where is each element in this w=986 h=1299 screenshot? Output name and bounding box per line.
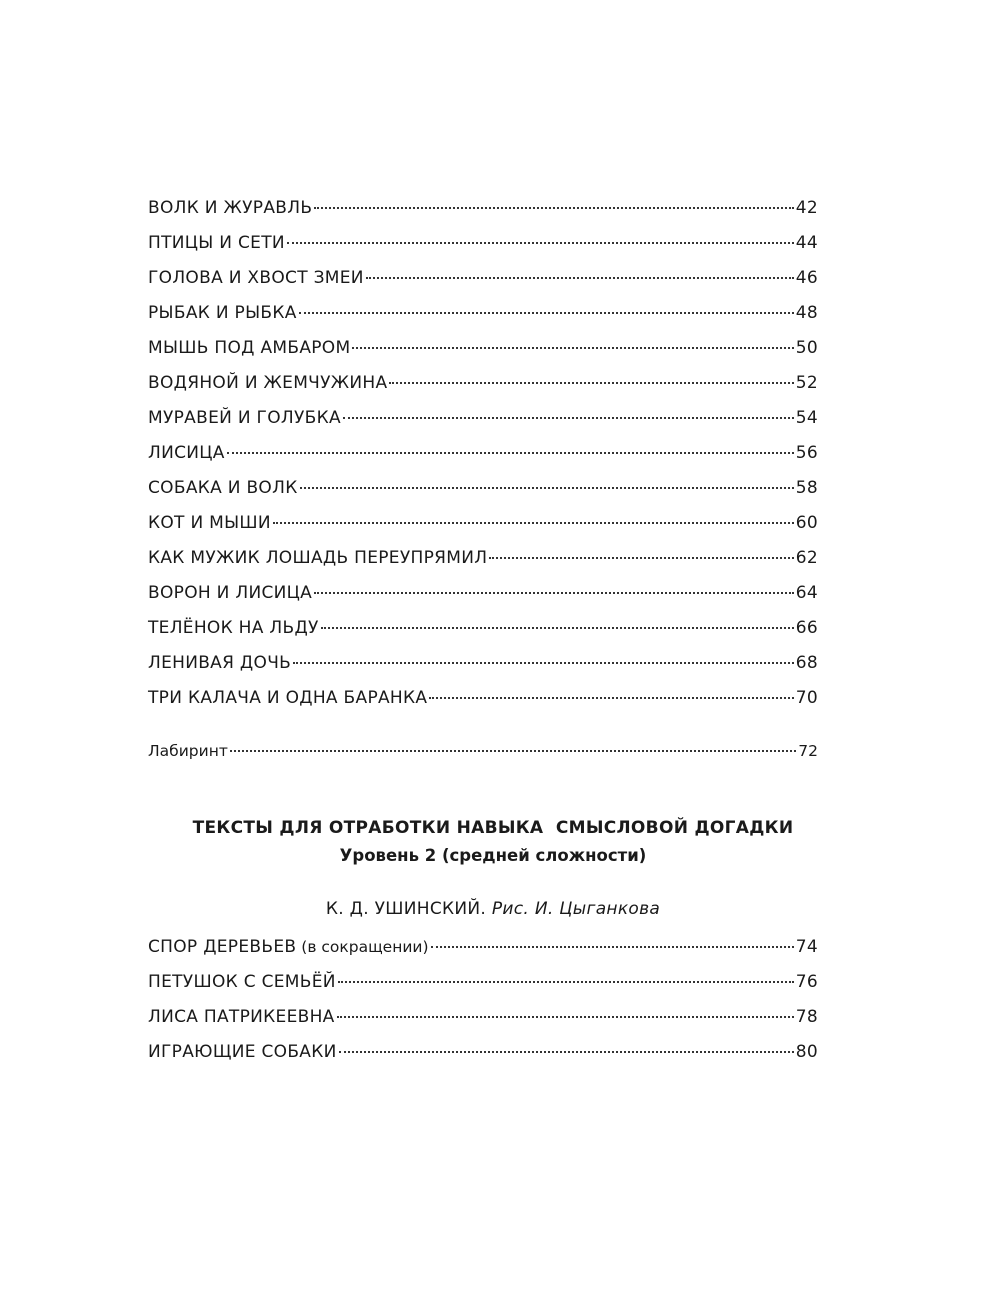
toc-entry-page: 66 bbox=[795, 618, 818, 638]
toc-entry[interactable] bbox=[148, 233, 818, 268]
toc-dot-leader bbox=[230, 750, 796, 752]
toc-entry-page: 70 bbox=[795, 688, 818, 708]
toc-entry-page: 48 bbox=[795, 303, 818, 323]
toc-entry-title: ЛИСИЦА bbox=[148, 443, 225, 463]
toc-entry-title: ПЕТУШОК С СЕМЬЁЙ bbox=[148, 972, 336, 992]
toc-entry-title: ВОЛК И ЖУРАВЛЬ bbox=[148, 198, 313, 218]
toc-entry-page: 52 bbox=[795, 373, 818, 393]
toc-section-list bbox=[148, 937, 818, 1077]
toc-dot-leader bbox=[366, 277, 794, 279]
toc-entry-title: ЛИСА ПАТРИКЕЕВНА bbox=[148, 1007, 335, 1027]
section-level: Уровень 2 (средней сложности) bbox=[339, 846, 647, 865]
toc-labyrinth bbox=[148, 742, 818, 777]
author-name: К. Д. УШИНСКИЙ. bbox=[325, 899, 487, 919]
toc-entry-title: ТРИ КАЛАЧА И ОДНА БАРАНКА bbox=[148, 688, 428, 708]
toc-entry-title: МЫШЬ ПОД АМБАРОМ bbox=[148, 338, 351, 358]
toc-entry[interactable] bbox=[148, 338, 818, 373]
toc-entry[interactable] bbox=[148, 583, 818, 618]
toc-entry[interactable] bbox=[148, 478, 818, 513]
toc-entry-title: СОБАКА И ВОЛК bbox=[148, 478, 298, 498]
toc-dot-leader bbox=[389, 382, 793, 384]
toc-entry-title: ТЕЛЁНОК НА ЛЬДУ bbox=[148, 618, 319, 638]
toc-dot-leader bbox=[489, 557, 793, 559]
toc-entry-page: 72 bbox=[798, 742, 818, 760]
toc-entry-page: 50 bbox=[795, 338, 818, 358]
toc-dot-leader bbox=[314, 592, 794, 594]
toc-entry-page: 80 bbox=[795, 1042, 818, 1062]
toc-entry-page: 62 bbox=[795, 548, 818, 568]
toc-entry-title: Лабиринт bbox=[148, 742, 228, 760]
toc-dot-leader bbox=[321, 627, 794, 629]
toc-entry-page: 42 bbox=[795, 198, 818, 218]
toc-entry[interactable] bbox=[148, 373, 818, 408]
toc-dot-leader bbox=[352, 347, 793, 349]
toc-entry-page: 44 bbox=[795, 233, 818, 253]
toc-entry[interactable] bbox=[148, 742, 818, 777]
toc-entry[interactable] bbox=[148, 303, 818, 338]
toc-entry-page: 56 bbox=[795, 443, 818, 463]
toc-entry[interactable] bbox=[148, 937, 818, 972]
toc-dot-leader bbox=[337, 1016, 794, 1018]
toc-entry-title-text: СПОР ДЕРЕВЬЕВ bbox=[148, 937, 297, 957]
toc-entry-page: 54 bbox=[795, 408, 818, 428]
toc-entry-title: МУРАВЕЙ И ГОЛУБКА bbox=[148, 408, 341, 428]
toc-entry-page: 64 bbox=[795, 583, 818, 603]
toc-entry[interactable] bbox=[148, 198, 818, 233]
toc-dot-leader bbox=[293, 662, 794, 664]
toc-entry-page: 78 bbox=[795, 1007, 818, 1027]
toc-entry-page: 68 bbox=[795, 653, 818, 673]
toc-entry[interactable] bbox=[148, 688, 818, 723]
toc-entry-title: РЫБАК И РЫБКА bbox=[148, 303, 297, 323]
toc-entry-title: ВОРОН И ЛИСИЦА bbox=[148, 583, 313, 603]
toc-dot-leader bbox=[431, 946, 794, 948]
toc-entry[interactable] bbox=[148, 443, 818, 478]
toc-dot-leader bbox=[300, 487, 794, 489]
toc-entry-title: КАК МУЖИК ЛОШАДЬ ПЕРЕУПРЯМИЛ bbox=[148, 548, 488, 568]
toc-dot-leader bbox=[314, 207, 793, 209]
toc-dot-leader bbox=[299, 312, 794, 314]
toc-dot-leader bbox=[227, 452, 794, 454]
toc-entry-title bbox=[148, 937, 429, 957]
toc-entry-title: ПТИЦЫ И СЕТИ bbox=[148, 233, 285, 253]
toc-entry[interactable] bbox=[148, 972, 818, 1007]
toc-entry[interactable] bbox=[148, 513, 818, 548]
toc-entry[interactable] bbox=[148, 653, 818, 688]
toc-entry-page: 76 bbox=[795, 972, 818, 992]
toc-entry[interactable] bbox=[148, 618, 818, 653]
toc-entry[interactable] bbox=[148, 1042, 818, 1077]
toc-entry[interactable] bbox=[148, 548, 818, 583]
illustrator-credit: Рис. И. Цыганкова bbox=[491, 899, 661, 919]
toc-entry-page: 58 bbox=[795, 478, 818, 498]
toc-entry[interactable] bbox=[148, 408, 818, 443]
toc-main-list bbox=[148, 198, 818, 723]
toc-dot-leader bbox=[339, 1051, 794, 1053]
toc-dot-leader bbox=[287, 242, 794, 244]
toc-dot-leader bbox=[343, 417, 794, 419]
toc-entry-note: (в сокращении) bbox=[296, 938, 429, 956]
toc-entry-page: 74 bbox=[795, 937, 818, 957]
toc-dot-leader bbox=[429, 697, 793, 699]
section-title: ТЕКСТЫ ДЛЯ ОТРАБОТКИ НАВЫКА СМЫСЛОВОЙ ДОГАДКИ bbox=[192, 818, 794, 838]
toc-entry-title: ГОЛОВА И ХВОСТ ЗМЕИ bbox=[148, 268, 364, 288]
toc-dot-leader bbox=[273, 522, 794, 524]
toc-entry-page: 46 bbox=[795, 268, 818, 288]
toc-entry-title: ВОДЯНОЙ И ЖЕМЧУЖИНА bbox=[148, 373, 388, 393]
toc-entry[interactable] bbox=[148, 268, 818, 303]
toc-dot-leader bbox=[338, 981, 794, 983]
toc-entry-page: 60 bbox=[795, 513, 818, 533]
toc-entry-title: ИГРАЮЩИЕ СОБАКИ bbox=[148, 1042, 337, 1062]
toc-entry-title: ЛЕНИВАЯ ДОЧЬ bbox=[148, 653, 292, 673]
toc-entry-title: КОТ И МЫШИ bbox=[148, 513, 271, 533]
toc-entry[interactable] bbox=[148, 1007, 818, 1042]
author-line bbox=[0, 899, 986, 919]
